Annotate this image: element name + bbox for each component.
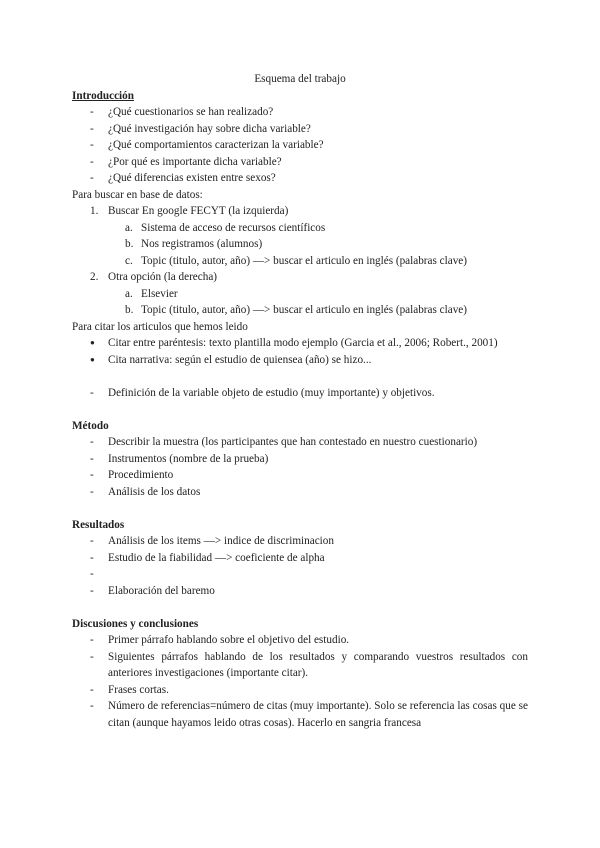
list-item: - ¿Por qué es importante dicha variable? xyxy=(90,155,282,168)
section-heading-discusiones: Discusiones y conclusiones xyxy=(72,617,199,630)
list-item: - Primer párrafo hablando sobre el objetivo del estudio. xyxy=(90,634,350,646)
list-item: - Procedimiento xyxy=(90,469,174,481)
list-item: - Frases cortas. xyxy=(90,683,169,696)
list-item: - Análisis de los datos xyxy=(90,485,201,498)
list-item: - Describir la muestra (los participantes que han contestado en nuestro cuestionario) xyxy=(90,436,478,448)
document-page xyxy=(72,71,528,731)
sub-item: a. Elsevier xyxy=(125,287,178,300)
list-item: - Elaboración del baremo xyxy=(90,584,215,597)
section-heading-metodo: Método xyxy=(72,419,109,432)
list-item: - Número de referencias=número de citas (muy importante). Solo se referencia las cosas que se citan (aunque hayamos leido otras cosas). Hacerlo en sangria francesa xyxy=(90,700,528,729)
list-item: - ¿Qué investigación hay sobre dicha variable? xyxy=(90,122,311,135)
sub-item: a. Sistema de acceso de recursos científicos xyxy=(125,221,326,234)
list-item: - ¿Qué diferencias existen entre sexos? xyxy=(90,172,276,184)
bullet-item: ● Cita narrativa: según el estudio de quiensea (año) se hizo... xyxy=(90,353,372,366)
section-heading-resultados: Resultados xyxy=(72,518,125,531)
list-item: - xyxy=(90,568,94,580)
sub-item: c. Topic (titulo, autor, año) —> buscar el articulo en inglés (palabras clave) xyxy=(125,254,467,267)
sub-item: b. Topic (titulo, autor, año) —> buscar el articulo en inglés (palabras clave) xyxy=(125,304,467,316)
list-item: - Estudio de la fiabilidad —> coeficiente de alpha xyxy=(90,551,325,564)
bullet-item: ● Citar entre paréntesis: texto plantilla modo ejemplo (Garcia et al., 2006; Robert., 2001) xyxy=(90,337,498,349)
list-item: - ¿Qué cuestionarios se han realizado? xyxy=(90,106,274,118)
list-item: - ¿Qué comportamientos caracterizan la variable? xyxy=(90,139,324,151)
numbered-item: 2. Otra opción (la derecha) xyxy=(90,271,218,283)
list-item: - Siguientes párrafos hablando de los resultados y comparando vuestros resultados con anteriores investigaciones (importante citar). xyxy=(90,650,528,679)
cite-label: Para citar los articulos que hemos leido xyxy=(72,320,248,333)
document-title: Esquema del trabajo xyxy=(254,73,346,85)
section-heading-introduccion: Introducción xyxy=(72,89,134,102)
search-label: Para buscar en base de datos: xyxy=(72,188,203,201)
list-item: - Análisis de los items —> indice de discriminacion xyxy=(90,535,334,547)
numbered-item: 1. Buscar En google FECYT (la izquierda) xyxy=(90,205,289,217)
sub-item: b. Nos registramos (alumnos) xyxy=(125,238,263,250)
list-item: - Instrumentos (nombre de la prueba) xyxy=(90,452,269,465)
list-item: - Definición de la variable objeto de estudio (muy importante) y objetivos. xyxy=(90,386,435,399)
